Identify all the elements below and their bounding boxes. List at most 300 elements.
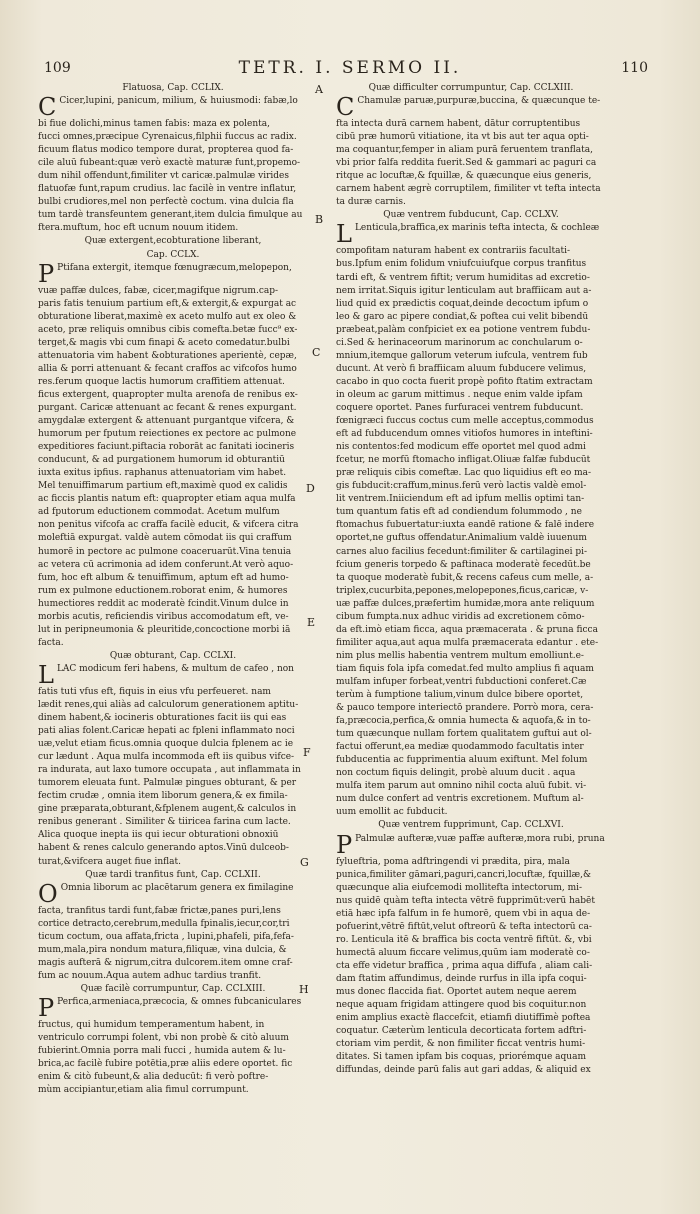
text-line xyxy=(38,829,308,842)
text-line xyxy=(336,637,606,650)
text-line xyxy=(336,506,606,519)
text-line xyxy=(38,1084,308,1097)
text-line-content: lædit renes,qui aliàs ad calculorum generationem aptitu- xyxy=(38,699,299,710)
text-line-content: nus quidē quàm tefta intecta vētrē fupprimūt:verū habēt xyxy=(336,895,595,906)
text-line-content: renibus generant . Similiter & tiiricea farina cum lacte. xyxy=(38,817,291,828)
text-line-content: Palmulæ aufteræ,vuæ paffæ aufteræ,mora rubi, pruna xyxy=(355,833,605,844)
text-line xyxy=(336,767,606,780)
text-line xyxy=(336,833,606,856)
text-line xyxy=(336,947,606,960)
text-line-content: humectā aluum ficcare velimus,quūm iam moderatè co- xyxy=(336,947,590,958)
text-line xyxy=(336,856,606,869)
text-line xyxy=(336,1012,606,1025)
text-line-content: mnium,itemque gallorum veterum iufcula, ventrem fub xyxy=(336,350,588,361)
chapter-heading-text: Quæ extergent,ecobturatione liberant, xyxy=(84,236,262,247)
text-line-content: in oleum ac garum mittimus . neque enim valde ipfam xyxy=(336,389,583,400)
text-line-content: fa,præcocia,perfica,& omnia humecta & aquofa,& in to- xyxy=(336,716,591,727)
text-line-content: humorum per fputum reiectiones ex pectore ac pulmone xyxy=(38,429,297,440)
text-line xyxy=(336,519,606,532)
text-line-content: bus.Ipfum enim folidum vniufcuiufque corpus tranfitus xyxy=(336,259,587,270)
margin-letter-h: H xyxy=(299,983,309,996)
text-line-content: oportet,ne guftus offendatur.Animalium valdè iuuenum xyxy=(336,533,587,544)
text-line xyxy=(336,376,606,389)
text-line-content: expeditiores faciunt.piftacia roborāt ac fanitati iocineris xyxy=(38,442,295,453)
text-line-content: fta intecta durā carnem habent, dātur corruptentibus xyxy=(336,119,581,130)
text-line xyxy=(336,689,606,702)
text-line xyxy=(38,572,308,585)
text-line xyxy=(336,196,606,209)
text-line-content: rum ex pulmone eductionem.roborat enim, & humores xyxy=(38,585,288,596)
text-line-content: facta. xyxy=(38,637,64,648)
text-line-content: ftomachus fubuertatur:iuxta eandē ratione & falē indere xyxy=(336,520,595,531)
text-line xyxy=(336,118,606,131)
chapter-heading-text: Quæ facilè corrumpuntur, Cap. CCLXIII. xyxy=(80,983,266,994)
text-line xyxy=(336,650,606,663)
text-line-content: ducunt. At verò fi braffiicam aluum fubducere velimus, xyxy=(336,363,587,374)
text-line-content: non penitus vifcofa ac craffa facilè educit, & vifcera citra xyxy=(38,520,299,531)
text-line-content: compofitam naturam habent ex contrariis facultati- xyxy=(336,246,570,257)
text-line-content: pofuerint,vētrē fiftūt,velut oftreorū & tefta intectorū ca- xyxy=(336,921,592,932)
text-line-content: Alica quoque inepta iis qui iecur obturationi obnoxiū xyxy=(38,830,279,841)
chapter-heading xyxy=(336,819,606,832)
text-line-content: Perfica,armeniaca,præcocia, & omnes fubcaniculares xyxy=(57,996,302,1007)
text-line xyxy=(38,131,308,144)
text-line xyxy=(336,624,606,637)
text-line-content: mùm accipiantur,etiam alia fimul corrumpunt. xyxy=(38,1085,249,1096)
text-line xyxy=(38,519,308,532)
text-line xyxy=(38,209,308,222)
text-line xyxy=(38,311,308,324)
text-line-content: fœnigræci fuccus coctus cum melle acceptus,commodus xyxy=(336,416,594,427)
text-line-content: Mel tenuiffimarum partium eft,maximè quod ex calidis xyxy=(38,481,288,492)
text-line xyxy=(38,428,308,441)
text-line-content: fubducentia ac fupprimentia aluum exiftunt. Mel folum xyxy=(336,755,588,766)
text-line-content: coquatur. Cæterùm lenticula decorticata fortem adftri- xyxy=(336,1026,587,1037)
text-line-content: tum tardè transfeuntem generant,item dulcia fimulque au xyxy=(38,210,303,221)
text-line xyxy=(336,728,606,741)
text-line-content: pati alias folent.Caricæ hepati ac fpleni inflammato noci xyxy=(38,726,295,737)
text-line-content: uæ paffæ dulces,præfertim humidæ,mora ante reliquum xyxy=(336,598,595,609)
text-line xyxy=(336,337,606,350)
text-line-content: obturatione liberat,maximè ex aceto mulfo aut ex oleo & xyxy=(38,311,297,322)
text-line xyxy=(336,869,606,882)
text-line-content: tum quæcunque nullam fortem qualitatem guftui aut ol- xyxy=(336,729,592,740)
text-line xyxy=(38,944,308,957)
drop-cap: C xyxy=(336,95,355,119)
text-line-content: dam ftatim affundimus, deinde rurfus in illa ipfa coqui- xyxy=(336,973,587,984)
text-line xyxy=(38,637,308,650)
text-line xyxy=(38,118,308,131)
text-line-content: aceto, præ reliquis omnibus cibis comefta.betæ fucc⁹ ex- xyxy=(38,324,298,335)
drop-cap: L xyxy=(336,222,352,246)
text-line-content: nim plus mellis habentia ventrem multum emolliunt.e- xyxy=(336,650,584,661)
margin-letter-a: A xyxy=(315,83,323,96)
text-line xyxy=(336,1064,606,1077)
text-line-content: coquere oportet. Panes furfuracei ventrem fubducunt. xyxy=(336,402,584,413)
text-line xyxy=(336,350,606,363)
text-line-content: tardi eft, & ventrem fiftit; verum humiditas ad excretio- xyxy=(336,272,590,283)
text-line xyxy=(336,428,606,441)
text-line xyxy=(38,1071,308,1084)
text-line-content: non coctum fiquis delingit, probè aluum ducit . aqua xyxy=(336,768,576,779)
text-line xyxy=(336,95,606,118)
text-line-content: paris fatis tenuium partium eft,& extergit,& expurgat ac xyxy=(38,298,297,309)
text-line-content: Omnia liborum ac placētarum genera ex fimilagine xyxy=(60,882,294,893)
text-line xyxy=(38,298,308,311)
text-line xyxy=(336,598,606,611)
text-line-content: tiam fiquis fola ipfa comedat.fed multo amplius fi aquam xyxy=(336,663,594,674)
chapter-heading-text: Quæ tardi tranfitus funt, Cap. CCLXII. xyxy=(85,869,261,880)
text-line xyxy=(336,793,606,806)
text-line xyxy=(38,611,308,624)
text-line-content: ticum coctum, oua affata,fricta , lupini,phafeli, pifa,fefa- xyxy=(38,931,294,942)
text-line xyxy=(336,183,606,196)
text-line-content: fucci omnes,præcipue Cyrenaicus,filphii fuccus ac radix. xyxy=(38,132,297,143)
text-line-content: fum ac nouum.Aqua autem adhuc tardius tranfit. xyxy=(38,970,262,981)
text-line-content: lut in peripneumonia & pleuritide,concoctione morbi iā xyxy=(38,624,291,635)
text-line xyxy=(38,222,308,235)
text-line xyxy=(38,183,308,196)
text-line xyxy=(38,467,308,480)
text-line xyxy=(38,790,308,803)
text-line xyxy=(38,363,308,376)
text-line-content: punica,fimiliter gāmari,paguri,cancri,locuftæ, fquillæ,& xyxy=(336,869,591,880)
text-line-content: da eft.imò etiam ficca, aqua præmacerata . & pruna ficca xyxy=(336,624,598,635)
text-line-content: gine præparata,obturant,&fplenem augent,& calculos in xyxy=(38,804,297,815)
text-line xyxy=(336,663,606,676)
text-line-content: ta quoque moderatè fubit,& recens cafeus cum melle, a- xyxy=(336,572,594,583)
text-line-content: attenuatoria vim habent &obturationes aperientè, cepæ, xyxy=(38,350,297,361)
text-line xyxy=(38,324,308,337)
chapter-heading-text: Flatuosa, Cap. CCLIX. xyxy=(122,83,224,93)
text-line xyxy=(38,559,308,572)
text-line-content: humorē in pectore ac pulmone coaceruarūt.Vina tenuia xyxy=(38,546,292,557)
text-line-content: fectim crudæ , omnia item liborum genera,& ex fimila- xyxy=(38,791,288,802)
margin-letter-e: E xyxy=(307,616,316,629)
text-line xyxy=(336,493,606,506)
text-line xyxy=(38,738,308,751)
text-line xyxy=(38,624,308,637)
text-line-content: bi fiue dolichi,minus tamen fabis: maza ex polenta, xyxy=(38,119,270,130)
text-line xyxy=(38,546,308,559)
text-line-content: cibum fumpta.nux adhuc viridis ad excretionem cōmo- xyxy=(336,611,585,622)
text-line xyxy=(38,686,308,699)
text-line xyxy=(336,1051,606,1064)
chapter-heading-text: Cap. CCLX. xyxy=(146,249,200,260)
text-line-content: tumorem eleuata funt. Palmulæ pingues obturant, & per xyxy=(38,778,297,789)
chapter-heading xyxy=(336,82,606,95)
text-line-content: factui offerunt,ea mediæ quodammodo facultatis inter xyxy=(336,742,584,753)
drop-cap: P xyxy=(38,261,55,285)
text-line-content: ftera.muftum, hoc eft ucnum nouum itidem. xyxy=(38,223,239,234)
text-line-content: ra indurata, aut laxo tumore occupata , aut inflammata in xyxy=(38,765,301,776)
text-line xyxy=(38,585,308,598)
text-line-content: ac vetera cū acrimonia ad idem conferunt.At verò aquo- xyxy=(38,559,294,570)
text-line xyxy=(336,170,606,183)
text-line-content: eft ad fubducendum omnes vitiofos humores in inteftini- xyxy=(336,429,593,440)
text-line-content: res.ferum quoque lactis humorum craffitiem attenuat. xyxy=(38,376,285,387)
text-line xyxy=(336,389,606,402)
margin-letter-c: C xyxy=(312,346,321,359)
text-line xyxy=(38,856,308,869)
text-line xyxy=(336,973,606,986)
text-line xyxy=(336,895,606,908)
text-line xyxy=(336,921,606,934)
text-line xyxy=(38,532,308,545)
text-line-content: mum,mala,pira nondum matura,filiquæ, vina dulcia, & xyxy=(38,944,287,955)
text-line-content: habent & renes calculo generando aptos.Vinū dulceob- xyxy=(38,843,289,854)
text-line xyxy=(336,285,606,298)
text-line-content: enim amplius exactè flaccefcit, etiamfi diutiffimè poftea xyxy=(336,1013,591,1024)
text-line xyxy=(336,415,606,428)
text-line xyxy=(336,806,606,819)
text-line-content: uæ,velut etiam ficus.omnia quoque dulcia fplenem ac ie xyxy=(38,739,294,750)
text-line xyxy=(336,258,606,271)
text-line-content: ctoriam vim perdit, & non fimiliter ficcat ventris humi- xyxy=(336,1039,586,1050)
text-line xyxy=(38,144,308,157)
text-line xyxy=(336,532,606,545)
text-line-content: cacabo in quo cocta fuerit propè pofito ftatim extractam xyxy=(336,376,593,387)
margin-letter-b: B xyxy=(315,213,324,226)
text-line xyxy=(38,931,308,944)
text-line xyxy=(38,493,308,506)
text-line-content: Ptifana extergit, itemque fœnugræcum,melopepon, xyxy=(57,262,292,273)
text-line xyxy=(336,960,606,973)
text-line xyxy=(38,970,308,983)
text-line-content: terget,& magis vbi cum finapi & aceto comedatur.bulbi xyxy=(38,337,290,348)
text-line xyxy=(38,816,308,829)
text-line-content: triplex,cucurbita,pepones,melopepones,ficus,caricæ, v- xyxy=(336,585,589,596)
text-line xyxy=(336,157,606,170)
page-header xyxy=(0,58,700,82)
text-line-content: mulfam infuper forbeat,ventri fubductioni conferet.Cæ xyxy=(336,676,587,687)
text-line xyxy=(336,222,606,245)
text-line xyxy=(336,311,606,324)
text-line-content: fum, hoc eft album & tenuiffimum, aptum eft ad humo- xyxy=(38,572,289,583)
chapter-heading xyxy=(38,869,308,882)
margin-letter-g: G xyxy=(300,856,309,869)
text-line xyxy=(336,131,606,144)
text-line xyxy=(38,598,308,611)
drop-cap: L xyxy=(38,662,54,686)
text-line-content: & pauco tempore interiectō prandere. Porrò mora, cera- xyxy=(336,703,594,714)
text-line xyxy=(38,803,308,816)
chapter-heading-text: Quæ ventrem fubducunt, Cap. CCLXV. xyxy=(383,210,559,221)
text-line xyxy=(38,699,308,712)
text-line-content: enim & citò fubeunt,& alia deducūt: fi verò poftre- xyxy=(38,1072,269,1083)
text-line-content: ta duræ carnis. xyxy=(336,197,406,208)
text-line-content: neque aquam frigidam attingere quod bis coquitur.non xyxy=(336,1000,587,1011)
text-line-content: ro. Lenticula itē & braffica bis cocta ventrē fiftūt. &, vbi xyxy=(336,934,592,945)
text-line xyxy=(38,957,308,970)
text-line-content: vbi prior falfa reddita fuerit.Sed & gammari ac paguri ca xyxy=(336,158,597,169)
text-line xyxy=(38,376,308,389)
chapter-heading xyxy=(336,209,606,222)
text-line-content: mulfa item parum aut omnino nihil cocta aluū fubit. vi- xyxy=(336,781,587,792)
chapter-heading-text: Quæ ventrem fupprimunt, Cap. CCLXVI. xyxy=(378,820,564,831)
text-line-content: amygdalæ extergent & attenuant purgantque vifcera, & xyxy=(38,416,295,427)
chapter-heading xyxy=(38,235,308,248)
right-text-column xyxy=(336,82,606,1077)
text-line xyxy=(336,999,606,1012)
text-line-content: fatis tuti vfus eft, fiquis in eius vfu perfeueret. nam xyxy=(38,686,271,697)
text-line-content: iuxta exitus ipfius. raphanus attenuatoriam vim habet. xyxy=(38,468,287,479)
text-line xyxy=(38,1032,308,1045)
text-line xyxy=(336,754,606,767)
text-line xyxy=(336,934,606,947)
text-line-content: brica,ac facilè fubire potētia,præ aliis edere oportet. fic xyxy=(38,1059,293,1070)
text-line-content: uum emollit ac fubducit. xyxy=(336,807,448,818)
text-line-content: Lenticula,braffica,ex marinis tefta intecta, & cochleæ xyxy=(354,223,600,234)
text-line-content: præ reliquis cibis comeftæ. Lac quo liquidius eft eo ma- xyxy=(336,468,592,479)
text-line xyxy=(336,144,606,157)
text-line xyxy=(336,363,606,376)
text-line xyxy=(38,712,308,725)
text-line xyxy=(336,882,606,895)
text-line-content: fylueftria, poma adftringendi vi prædita, pira, mala xyxy=(336,856,570,867)
text-line-content: flatuofæ funt,rapum crudius. lac facilè in ventre inflatur, xyxy=(38,184,297,195)
text-line-content: cile aluū fubeant:quæ verò exactè maturæ funt,propemo- xyxy=(38,158,301,169)
text-line-content: tum quantum fatis eft ad condiendum folummodo , ne xyxy=(336,507,582,518)
text-line-content: cur lædunt . Aqua mulfa incommoda eft iis quibus vifce- xyxy=(38,752,295,763)
text-line-content: etiā hæc ipfa falfum in fe humorē, quem vbi in aqua de- xyxy=(336,908,591,919)
text-line-content: ritque ac locuftæ,& fquillæ, & quæcunque eius generis, xyxy=(336,171,592,182)
text-line xyxy=(336,715,606,728)
margin-letter-d: D xyxy=(306,482,315,495)
text-line-content: moleftiā expurgat. valdè autem cōmodat iis qui craffum xyxy=(38,533,292,544)
text-line xyxy=(336,986,606,999)
text-line-content: fructus, qui humidum temperamentum habent, in xyxy=(38,1019,265,1030)
text-line xyxy=(336,467,606,480)
text-line xyxy=(336,780,606,793)
text-line-content: carnem habent ægrè corruptilem, fimiliter vt tefta intecta xyxy=(336,184,601,195)
text-line xyxy=(336,572,606,585)
chapter-heading xyxy=(38,82,308,95)
text-line xyxy=(336,585,606,598)
text-line-content: magis aufterā & nigrum,citra dulcorem.item omne craf- xyxy=(38,957,293,968)
text-line xyxy=(336,402,606,415)
text-line-content: ditates. Si tamen ipfam bis coquas, priorémque aquam xyxy=(336,1052,586,1063)
text-line xyxy=(38,389,308,402)
text-line-content: fubierint.Omnia porra mali fucci , humida autem & lu- xyxy=(38,1046,286,1057)
text-line-content: ficuum flatus modico tempore durat, propterea quod fa- xyxy=(38,145,294,156)
drop-cap: P xyxy=(336,832,353,856)
text-line xyxy=(336,702,606,715)
text-line-content: vuæ paffæ dulces, fabæ, cicer,magifque nigrum.cap- xyxy=(38,285,279,296)
text-line xyxy=(38,1045,308,1058)
text-line-content: quæcunque alia eiufcemodi mollitefta intectorum, mi- xyxy=(336,882,583,893)
text-line xyxy=(38,1058,308,1071)
text-line-content: cibū præ humorū vitiatione, ita vt bis aut ter aqua opti- xyxy=(336,132,589,143)
chapter-heading xyxy=(38,249,308,262)
text-line xyxy=(38,996,308,1019)
text-line xyxy=(38,415,308,428)
text-line-content: carnes aluo facilius fecedunt:fimiliter & cartilaginei pi- xyxy=(336,546,588,557)
text-line-content: Cicer,lupini, panicum, milium, & huiusmodi: fabæ,lo xyxy=(59,96,298,107)
text-line-content: purgant. Caricæ attenuant ac fecant & renes expurgant. xyxy=(38,402,297,413)
text-line xyxy=(38,882,308,905)
text-line xyxy=(38,777,308,790)
text-line-content: num dulce confert ad ventris excretionem. Muftum al- xyxy=(336,794,584,805)
text-line xyxy=(336,1038,606,1051)
text-line xyxy=(336,559,606,572)
margin-letter-f: F xyxy=(303,746,311,759)
text-line xyxy=(38,751,308,764)
text-line-content: fimiliter aqua,aut aqua mulfa præmacerata edantur . ete- xyxy=(336,637,599,648)
text-line xyxy=(38,95,308,118)
text-line xyxy=(336,441,606,454)
text-line xyxy=(336,480,606,493)
text-line-content: leo & garo ac pipere condiat,& poftea cui velit bibendū xyxy=(336,311,589,322)
text-line xyxy=(38,480,308,493)
text-line-content: nis contentos:fed modicum effe oportet mel quod admi xyxy=(336,442,586,453)
text-line-content: dinem habent,& iocineris obturationes facit iis qui eas xyxy=(38,713,287,724)
text-line xyxy=(336,245,606,258)
text-line-content: ficus extergent, quapropter multa arenofa de renibus ex- xyxy=(38,389,298,400)
text-line xyxy=(38,918,308,931)
text-line-content: cta effe videtur braffica , prima aqua diffufa , aliam cali- xyxy=(336,960,593,971)
text-line xyxy=(336,611,606,624)
text-line xyxy=(336,676,606,689)
text-line-content: terùm à fumptione talium,vinum dulce bibere oportet, xyxy=(336,690,584,701)
text-line-content: morbis acutis, reficiendis viribus accomodatum eft, ve- xyxy=(38,611,289,622)
text-line-content: facta, tranfitus tardi funt,fabæ frictæ,panes puri,lens xyxy=(38,905,281,916)
text-line xyxy=(38,905,308,918)
text-line-content: ventriculo corrumpi folent, vbi non probè & citò aluum xyxy=(38,1033,289,1043)
text-line xyxy=(38,454,308,467)
text-line xyxy=(38,285,308,298)
text-line xyxy=(38,170,308,183)
text-line xyxy=(336,908,606,921)
text-line xyxy=(38,262,308,285)
text-line-content: ac ficcis plantis natum eft: quapropter etiam aqua mulfa xyxy=(38,494,296,505)
drop-cap: P xyxy=(38,995,55,1019)
left-text-column xyxy=(38,82,308,1097)
page-number-left: 109 xyxy=(44,60,71,76)
text-line-content: diffundas, deinde parū falis aut gari addas, & aliquid ex xyxy=(336,1065,591,1076)
text-line-content: lit ventrem.Iniiciendum eft ad ipfum mellis optimi tan- xyxy=(336,494,585,505)
running-title: TETR. I. SERMO II. xyxy=(238,58,462,78)
text-line xyxy=(38,350,308,363)
text-line-content: mus donec flaccida fiat. Oportet autem neque aerem xyxy=(336,987,577,997)
text-line-content: turat,&vifcera auget fiue inflat. xyxy=(38,856,181,867)
text-line xyxy=(336,324,606,337)
chapter-heading-text: Quæ difficulter corrumpuntur, Cap. CCLXIII. xyxy=(368,83,574,93)
text-line xyxy=(38,506,308,519)
text-line xyxy=(38,157,308,170)
text-line xyxy=(336,272,606,285)
drop-cap: C xyxy=(38,95,57,119)
text-line-content: nem irritat.Siquis igitur lenticulam aut braffiicam aut a- xyxy=(336,285,592,296)
text-line-content: humectiores reddit ac moderatè fcindit.Vinum dulce in xyxy=(38,598,289,609)
drop-cap: O xyxy=(38,881,58,905)
page-number-right: 110 xyxy=(621,60,648,76)
text-line xyxy=(38,842,308,855)
text-line xyxy=(336,454,606,467)
text-line-content: gis fubducit:craffum,minus.ferū verò lactis valdè emol- xyxy=(336,481,587,492)
text-line-content: Chamulæ paruæ,purpuræ,buccina, & quæcunque te- xyxy=(357,96,601,107)
text-line xyxy=(38,764,308,777)
text-line-content: conducunt, & ad purgationem humorum id obturantiū xyxy=(38,455,285,466)
text-line xyxy=(38,441,308,454)
text-line xyxy=(336,546,606,559)
text-line-content: ci.Sed & herinaceorum marinorum ac conchularum o- xyxy=(336,337,583,348)
text-line-content: præbeat,palàm confpiciet ex ea potione ventrem fubdu- xyxy=(336,324,591,335)
text-line xyxy=(38,1019,308,1032)
text-line-content: fcetur, ne morfū ftomacho infligat.Oliuæ falfæ fubducūt xyxy=(336,455,591,466)
chapter-heading xyxy=(38,650,308,663)
text-line xyxy=(336,1025,606,1038)
